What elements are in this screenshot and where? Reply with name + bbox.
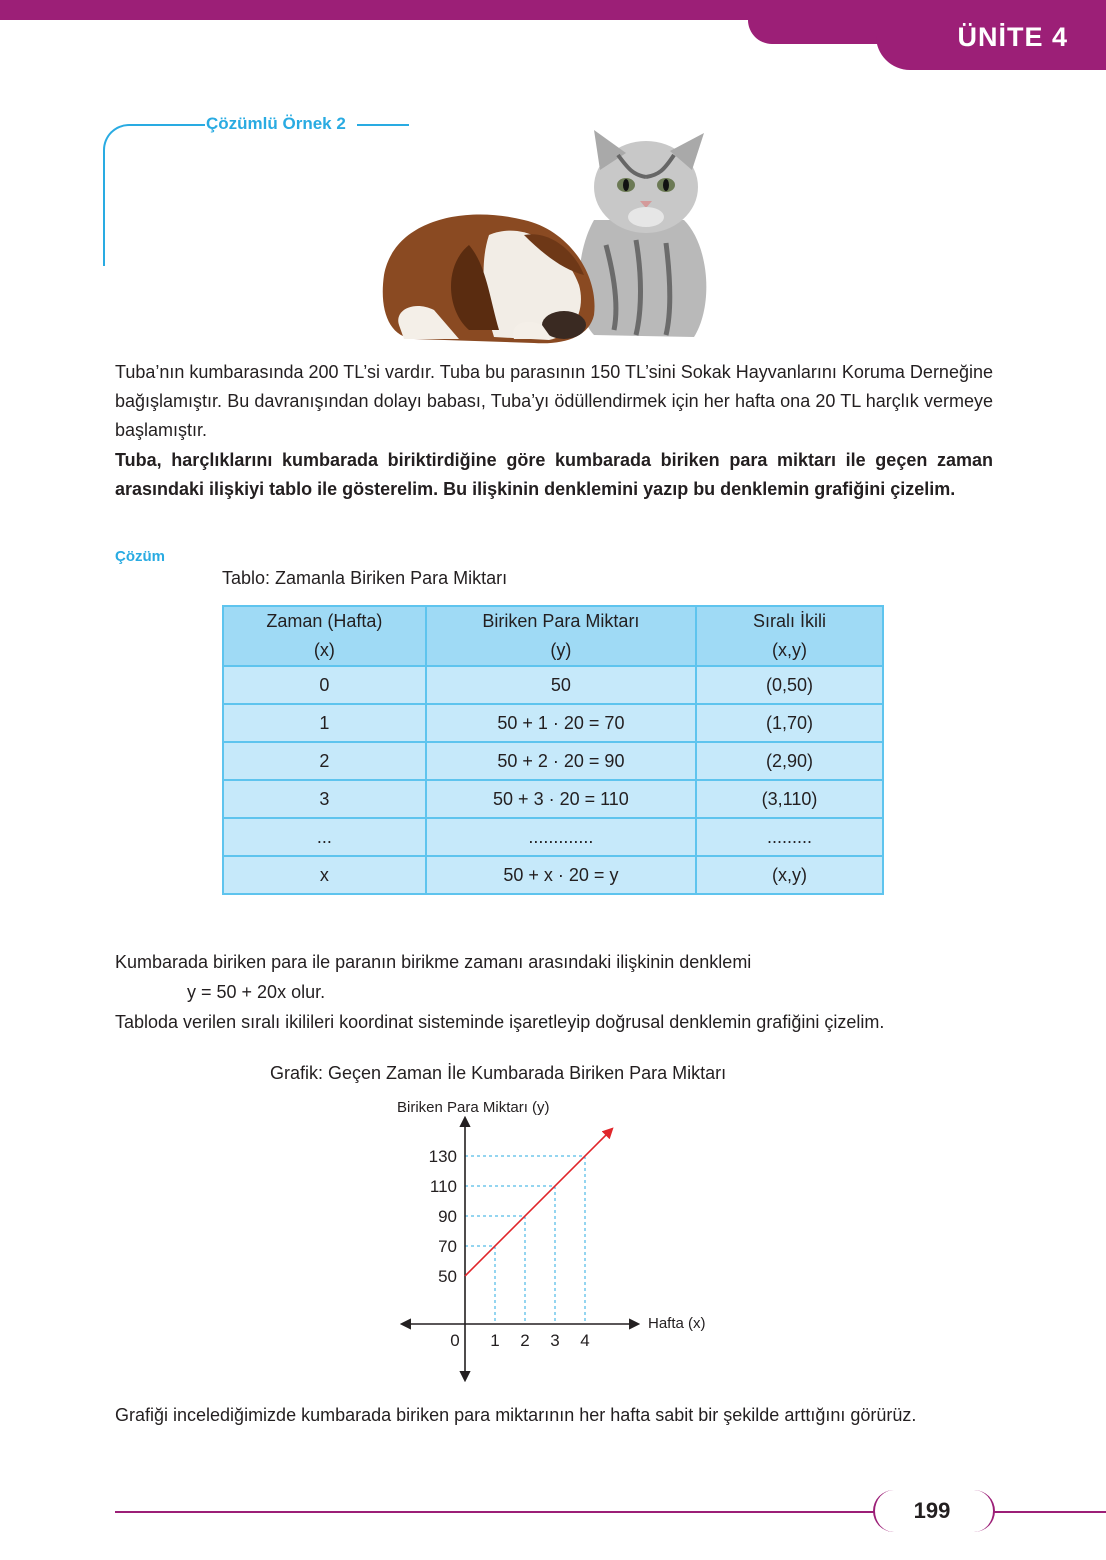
table-cell: 50 + 3 · 20 = 110 <box>426 780 696 818</box>
table-cell: (1,70) <box>696 704 883 742</box>
table-cell: ......... <box>696 818 883 856</box>
y-tick-label: 70 <box>438 1237 457 1256</box>
y-tick-label: 90 <box>438 1207 457 1226</box>
problem-text: Tuba’nın kumbarasında 200 TL’si vardır. Tuba bu parasının 150 TL’sini Sokak Hayvanlarını Koruma Derneğine bağışlamıştır. Bu davranışından dolayı babası, Tuba’yı ödüllendirmek için her hafta ona 20 TL harçlık vermeye başlamıştır. <box>115 362 993 440</box>
x-tick-label: 0 <box>450 1331 460 1350</box>
data-table <box>222 605 884 895</box>
table-cell: 50 <box>426 666 696 704</box>
puppy-kitten-photo <box>374 125 734 355</box>
table-cell: 3 <box>223 780 426 818</box>
table-cell: (3,110) <box>696 780 883 818</box>
table-header-cell <box>426 606 696 666</box>
table-cell: x <box>223 856 426 894</box>
page-number: 199 <box>913 1498 951 1523</box>
table-cell: 1 <box>223 704 426 742</box>
equation: y = 50 + 20x olur. <box>187 982 326 1002</box>
table-row <box>223 666 883 704</box>
table-cell: 2 <box>223 742 426 780</box>
example-title: Çözümlü Örnek 2 <box>206 114 346 133</box>
table-cell: 50 + x · 20 = y <box>426 856 696 894</box>
table-header-row <box>223 606 883 666</box>
x-tick-label: 1 <box>490 1331 500 1350</box>
table-cell: ... <box>223 818 426 856</box>
table-header-cell <box>223 606 426 666</box>
x-axis-label: Hafta (x) <box>648 1315 706 1332</box>
table-cell: (0,50) <box>696 666 883 704</box>
table-row <box>223 856 883 894</box>
table-cell: 50 + 2 · 20 = 90 <box>426 742 696 780</box>
header-line: (x,y) <box>772 640 808 660</box>
header-line: Zaman (Hafta) <box>266 611 383 631</box>
table-cell: (x,y) <box>696 856 883 894</box>
puppy-illustration <box>383 215 595 344</box>
relation-text: Kumbarada biriken para ile paranın birikme zamanı arasındaki ilişkinin denklemi <box>115 952 752 972</box>
y-tick-label: 110 <box>429 1177 457 1196</box>
table-row <box>223 818 883 856</box>
tick-labels <box>429 1147 590 1350</box>
table-row <box>223 780 883 818</box>
header-line: Biriken Para Miktarı <box>482 611 640 631</box>
table-row <box>223 704 883 742</box>
solution-label: Çözüm <box>115 548 165 565</box>
graph-instruction: Tabloda verilen sıralı ikilileri koordinat sisteminde işaretleyip doğrusal denklemin grafiğini çizelim. <box>115 1012 885 1032</box>
table-caption: Tablo: Zamanla Biriken Para Miktarı <box>222 568 508 588</box>
unit-label: ÜNİTE 4 <box>957 22 1068 52</box>
chart-caption: Grafik: Geçen Zaman İle Kumbarada Biriken Para Miktarı <box>270 1063 727 1083</box>
question-text: Tuba, harçlıklarını kumbarada biriktirdiğine göre kumbarada biriken para miktarı ile geçen zaman arasındaki ilişkiyi tablo ile gösterelim. Bu ilişkinin denklemini yazıp bu denklemin grafiğini çizelim. <box>115 450 993 499</box>
table-header-cell <box>696 606 883 666</box>
y-tick-label: 130 <box>428 1147 457 1166</box>
header-line: (y) <box>550 640 572 660</box>
table-cell: 0 <box>223 666 426 704</box>
table-cell: ............. <box>426 818 696 856</box>
table-cell: (2,90) <box>696 742 883 780</box>
table-row <box>223 742 883 780</box>
guide-lines <box>465 1156 585 1324</box>
example-frame <box>103 124 205 266</box>
x-tick-label: 2 <box>520 1331 530 1350</box>
x-tick-label: 3 <box>550 1331 560 1350</box>
y-axis-label: Biriken Para Miktarı (y) <box>397 1099 550 1116</box>
header-line: (x) <box>313 640 335 660</box>
y-tick-label: 50 <box>438 1267 457 1286</box>
header-line: Sıralı İkili <box>753 611 827 631</box>
conclusion-text: Grafiği incelediğimizde kumbarada biriken para miktarının her hafta sabit bir şekilde arttığını görürüz. <box>115 1405 917 1425</box>
line-chart <box>380 1090 740 1390</box>
series-line <box>465 1129 612 1276</box>
x-tick-label: 4 <box>580 1331 590 1350</box>
table-cell: 50 + 1 · 20 = 70 <box>426 704 696 742</box>
unit-tab-notch <box>748 20 878 44</box>
kitten-illustration <box>579 130 706 337</box>
